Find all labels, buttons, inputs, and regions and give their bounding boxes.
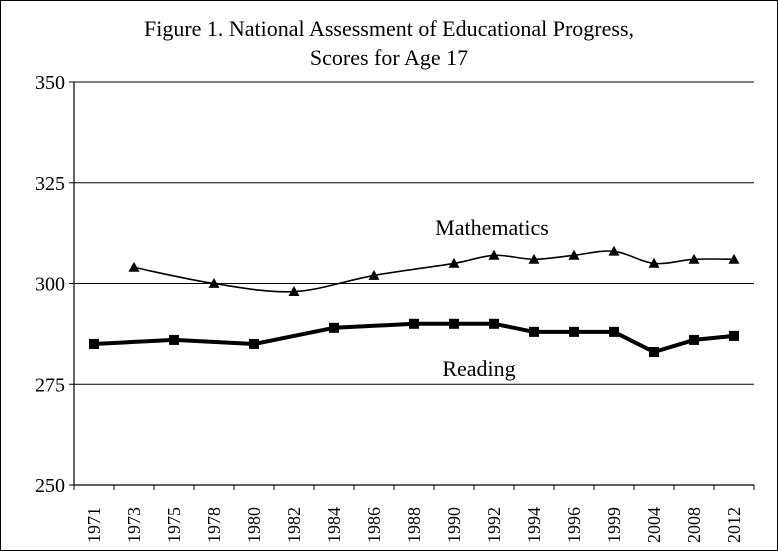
reading-marker	[489, 319, 499, 329]
y-tick-label: 300	[35, 273, 65, 296]
reading-marker	[449, 319, 459, 329]
x-tick-label: 1971	[84, 507, 104, 543]
x-tick-label: 1988	[404, 507, 424, 543]
mathematics-line	[134, 251, 734, 292]
x-tick-label: 1992	[484, 507, 504, 543]
x-tick-label: 2004	[644, 507, 664, 543]
reading-marker	[249, 339, 259, 349]
y-tick-label: 275	[35, 374, 65, 397]
chart-title-line1: Figure 1. National Assessment of Educational Progress,	[143, 16, 635, 41]
x-tick-label: 1980	[244, 507, 264, 543]
x-tick-label: 2008	[684, 507, 704, 543]
y-axis-ticks	[35, 72, 74, 497]
x-tick-label: 1978	[204, 507, 224, 543]
reading-marker	[529, 327, 539, 337]
series-label-mathematics: Mathematics	[435, 215, 549, 241]
x-axis-ticks	[74, 485, 754, 543]
y-tick-label: 250	[35, 475, 65, 497]
x-tick-label: 1996	[564, 507, 584, 543]
reading-marker	[169, 335, 179, 345]
reading-marker	[729, 331, 739, 341]
reading-marker	[329, 323, 339, 333]
x-tick-label: 1986	[364, 507, 384, 543]
reading-marker	[649, 347, 659, 357]
x-tick-label: 2012	[724, 507, 744, 543]
series-labels	[435, 215, 549, 381]
y-tick-label: 325	[35, 172, 65, 195]
reading-marker	[409, 319, 419, 329]
x-tick-label: 1975	[164, 507, 184, 543]
x-tick-label: 1990	[444, 507, 464, 543]
chart-title-line2: Scores for Age 17	[309, 45, 469, 70]
series-label-reading: Reading	[442, 356, 516, 382]
y-tick-label: 350	[35, 72, 65, 94]
x-tick-label: 1982	[284, 507, 304, 543]
series-group	[89, 246, 740, 357]
reading-marker	[609, 327, 619, 337]
x-tick-label: 1984	[324, 507, 344, 543]
reading-marker	[89, 339, 99, 349]
reading-marker	[689, 335, 699, 345]
x-tick-label: 1973	[124, 507, 144, 543]
x-tick-label: 1994	[524, 507, 544, 543]
mathematics-marker	[129, 262, 140, 272]
reading-marker	[569, 327, 579, 337]
x-tick-label: 1999	[604, 507, 624, 543]
